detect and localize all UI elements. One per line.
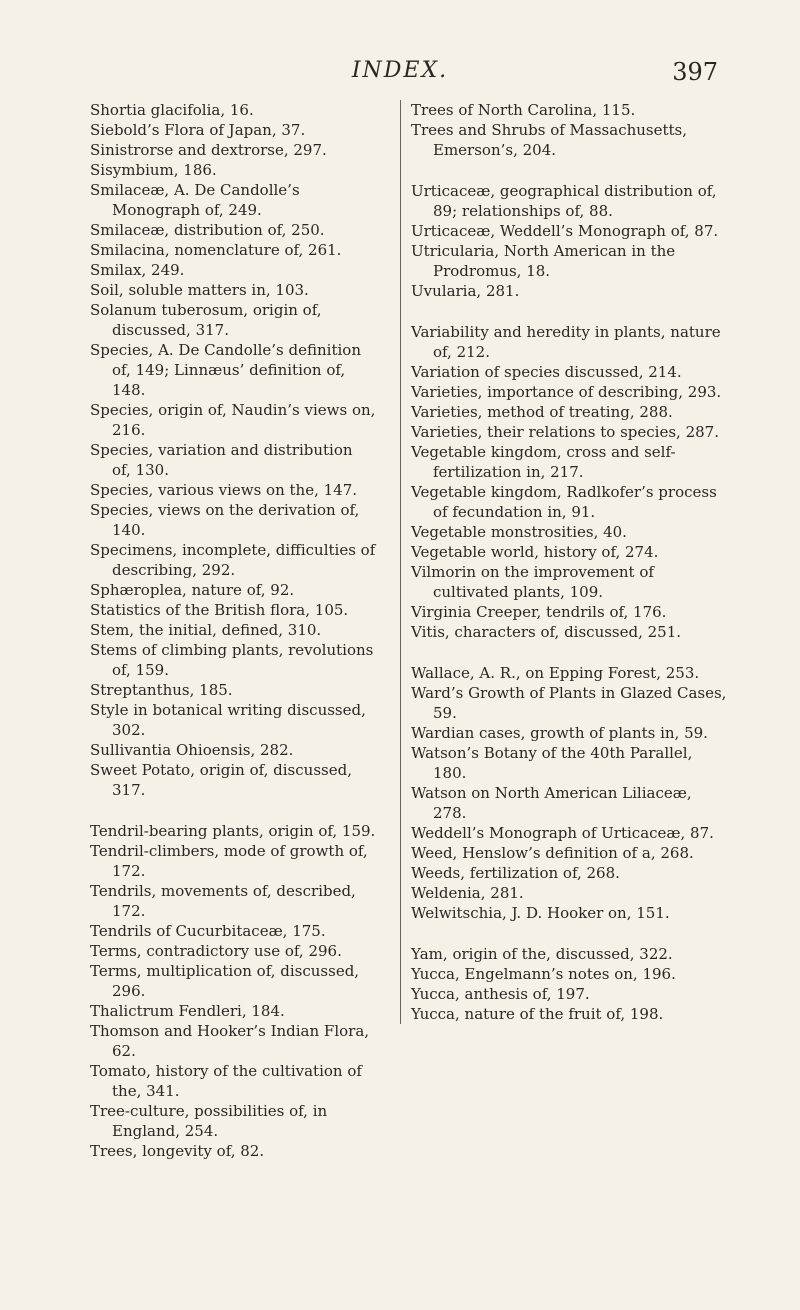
index-entry: Varieties, importance of describing, 293.: [411, 383, 722, 401]
index-entry: Sisymbium, 186.: [90, 161, 217, 179]
index-entry: Solanum tuberosum, origin of, discussed, 317.: [90, 301, 322, 339]
index-entry: Smilacina, nomenclature of, 261.: [90, 241, 342, 259]
index-entry: Sullivantia Ohioensis, 282.: [90, 741, 294, 759]
index-entry: Vegetable kingdom, Radlkofer’s process of fecundation in, 91.: [411, 483, 717, 521]
index-entry: Watson on North American Liliaceæ, 278.: [411, 784, 692, 822]
index-entry: Species, views on the derivation of, 140.: [90, 501, 360, 539]
index-entry: Thomson and Hooker’s Indian Flora, 62.: [90, 1022, 370, 1060]
index-entry: Watson’s Botany of the 40th Parallel, 180.: [411, 744, 693, 782]
index-entry: Vegetable monstrosities, 40.: [411, 523, 627, 541]
index-entry: Weddell’s Monograph of Urticaceæ, 87.: [411, 824, 714, 842]
index-entry: Varieties, their relations to species, 287.: [411, 423, 719, 441]
index-entry: Variation of species discussed, 214.: [411, 363, 682, 381]
index-entry: Tree-culture, possibilities of, in England, 254.: [90, 1102, 328, 1140]
index-entry: Tendrils, movements of, described, 172.: [90, 882, 356, 920]
index-entry: Tendril-bearing plants, origin of, 159.: [90, 822, 376, 840]
index-entry: Vegetable world, history of, 274.: [411, 543, 659, 561]
index-entry: Yam, origin of the, discussed, 322.: [411, 945, 673, 963]
index-entry: Trees, longevity of, 82.: [90, 1142, 265, 1160]
index-entry: Siebold’s Flora of Japan, 37.: [90, 121, 306, 139]
index-entry: Style in botanical writing discussed, 302.: [90, 701, 366, 739]
index-entry: Specimens, incomplete, difficulties of describing, 292.: [90, 541, 376, 579]
index-entry: Urticaceæ, geographical distribution of, 89; relationships of, 88.: [411, 182, 717, 220]
page-number: 397: [672, 58, 718, 86]
index-entry: Terms, contradictory use of, 296.: [90, 942, 342, 960]
index-entry: Virginia Creeper, tendrils of, 176.: [411, 603, 667, 621]
index-entry: Soil, soluble matters in, 103.: [90, 281, 309, 299]
index-entry: Stems of climbing plants, revolutions of, 159.: [90, 641, 374, 679]
index-entry: Statistics of the British flora, 105.: [90, 601, 349, 619]
index-entry: Welwitschia, J. D. Hooker on, 151.: [411, 904, 670, 922]
running-title: INDEX.: [351, 58, 449, 83]
index-entry: Species, various views on the, 147.: [90, 481, 358, 499]
index-entry: Yucca, anthesis of, 197.: [411, 985, 590, 1003]
index-entry: Species, A. De Candolle’s definition of, 149; Linnæus’ definition of, 148.: [90, 341, 361, 399]
index-entry: Smilaceæ, A. De Candolle’s Monograph of, 249.: [90, 181, 300, 219]
index-entry: Wallace, A. R., on Epping Forest, 253.: [411, 664, 700, 682]
index-entry: Weldenia, 281.: [411, 884, 524, 902]
index-entry: Sinistrorse and dextrorse, 297.: [90, 141, 327, 159]
index-entry: Species, variation and distribution of, 130.: [90, 441, 353, 479]
index-entry: Streptanthus, 185.: [90, 681, 233, 699]
index-entry: Trees of North Carolina, 115.: [411, 101, 636, 119]
index-entry: Stem, the initial, defined, 310.: [90, 621, 322, 639]
index-entry: Uvularia, 281.: [411, 282, 520, 300]
index-entry: Varieties, method of treating, 288.: [411, 403, 673, 421]
index-column-left: [90, 100, 376, 1161]
index-entry: Ward’s Growth of Plants in Glazed Cases, 59.: [411, 684, 727, 722]
index-entry: Tendril-climbers, mode of growth of, 172.: [90, 842, 368, 880]
index-entry: Variability and heredity in plants, nature of, 212.: [411, 323, 721, 361]
index-entry: Weeds, fertilization of, 268.: [411, 864, 620, 882]
index-entry: Terms, multiplication of, discussed, 296.: [90, 962, 360, 1000]
index-entry: Trees and Shrubs of Massachusetts, Emerson’s, 204.: [411, 121, 688, 159]
index-entry: Sphæroplea, nature of, 92.: [90, 581, 295, 599]
index-column-right: [400, 100, 729, 1024]
index-entry: Yucca, nature of the fruit of, 198.: [411, 1005, 664, 1023]
index-entry: Sweet Potato, origin of, discussed, 317.: [90, 761, 352, 799]
index-entry: Thalictrum Fendleri, 184.: [90, 1002, 285, 1020]
index-entry: Smilax, 249.: [90, 261, 185, 279]
index-entry: Vegetable kingdom, cross and self-fertilization in, 217.: [411, 443, 676, 481]
index-entry: Shortia glacifolia, 16.: [90, 101, 254, 119]
index-entry: Urticaceæ, Weddell’s Monograph of, 87.: [411, 222, 719, 240]
index-entry: Weed, Henslow’s definition of a, 268.: [411, 844, 694, 862]
index-entry: Smilaceæ, distribution of, 250.: [90, 221, 325, 239]
index-entry: Wardian cases, growth of plants in, 59.: [411, 724, 708, 742]
index-entry: Species, origin of, Naudin’s views on, 216.: [90, 401, 376, 439]
index-entry: Tomato, history of the cultivation of the, 341.: [90, 1062, 362, 1100]
index-entry: Yucca, Engelmann’s notes on, 196.: [411, 965, 676, 983]
index-entry: Vitis, characters of, discussed, 251.: [411, 623, 682, 641]
index-entry: Utricularia, North American in the Prodromus, 18.: [411, 242, 676, 280]
index-entry: Vilmorin on the improvement of cultivated plants, 109.: [411, 563, 654, 601]
index-entry: Tendrils of Cucurbitaceæ, 175.: [90, 922, 326, 940]
